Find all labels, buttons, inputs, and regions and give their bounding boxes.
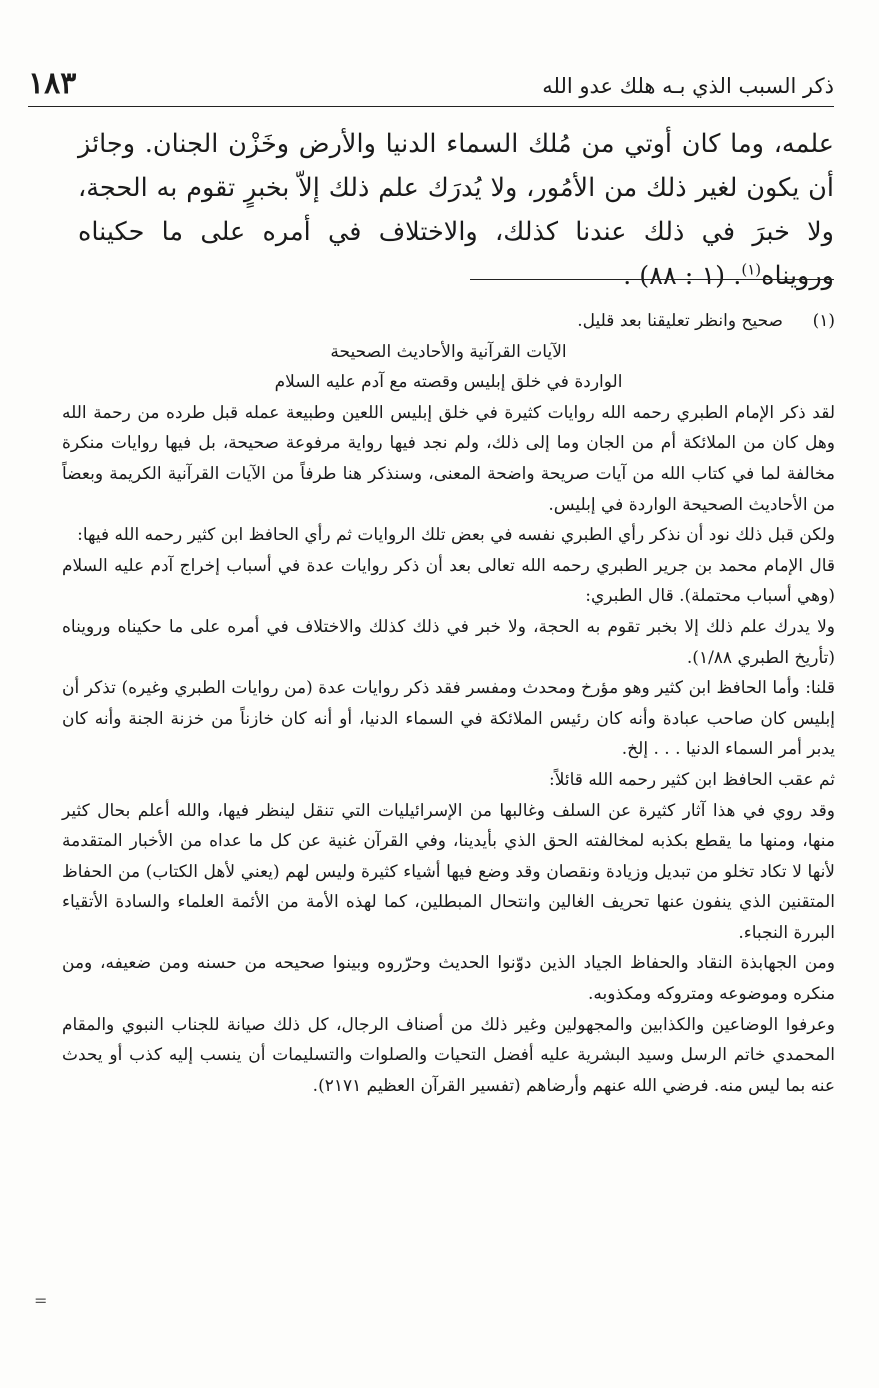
footnote-paragraph: ولا يدرك علم ذلك إلا بخبر تقوم به الحجة، ولا خبر في ذلك كذلك والاختلاف في أمره على ما حكيناه ورويناه (تأريخ الطبري ١/٨٨). [62,616,835,668]
running-title: ذكر السبب الذي بـه هلك عدو الله [542,74,834,98]
footnote-paragraph: لقد ذكر الإمام الطبري رحمه الله روايات كثيرة في خلق إبليس اللعين وطبيعة عمله قبل طرده من رحمة الله وهل كان من الملائكة أم من الجان وما إلى ذلك، ولم نجد فيها رواية مرفوعة صحيحة، بل فيها روايات منكرة مخالفة لما في كتاب الله من آيات صريحة واضحة المعنى، وسنذكر هنا طرفاً من الآيات القرآنية الكريمة وبعضاً من الأحاديث الصحيحة الواردة في إبليس. [62,402,835,515]
footnote-reference: (١) [741,260,762,279]
footnote-paragraph: وعرفوا الوضاعين والكذابين والمجهولين وغير ذلك من أصناف الرجال، كل ذلك صيانة للجناب النبوي والمقام المحمدي خاتم الرسل وسيد البشرية عليه أفضل التحيات والصلوات والتسليمات أن ينسب إليه كذب أو يحدث عنه بما ليس منه. فرضي الله عنهم وأرضاهم (تفسير القرآن العظيم ٢١٧١). [62,1014,835,1096]
footnote-paragraph: قال الإمام محمد بن جرير الطبري رحمه الله تعالى بعد أن ذكر روايات عدة في أسباب إخراج آدم عليه السلام (وهي أسباب محتملة). قال الطبري: [62,555,835,607]
main-text-citation: . (١ : ٨٨) . [623,261,742,291]
footnote-paragraph: ثم عقب الحافظ ابن كثير رحمه الله قائلاً: [549,769,835,790]
page-number: ١٨٣ [28,66,77,101]
footnote-first-text: صحيح وانظر تعليقنا بعد قليل. [577,311,783,331]
footnotes-block [62,306,835,1101]
footnote-paragraph: قلنا: وأما الحافظ ابن كثير وهو مؤرخ ومحدث ومفسر فقد ذكر روايات عدة (من روايات الطبري وغيره) تذكر أن إبليس كان صاحب عبادة وأنه كان رئيس الملائكة في السماء الدنيا، أو أنه كان خازناً من خزنة الجنة وأنه كان يدبر أمر السماء الدنيا . . . إلخ. [62,678,835,760]
section-heading-2: الواردة في خلق إبليس وقصته مع آدم عليه السلام [274,372,623,393]
page-header [28,62,834,107]
footnote-first-line [62,306,835,337]
main-text-body: علمه، وما كان أوتي من مُلك السماء الدنيا والأرض وخَزْن الجنان. وجائز أن يكون لغير ذلك من الأمُور، ولا يُدرَك علم ذلك إلاّ بخبرٍ تقوم به الحجة، ولا خبرَ في ذلك عندنا كذلك، والاختلاف في أمره على ما حكيناه ورويناه [78,129,834,291]
footnote-paragraph: ومن الجهابذة النقاد والحفاظ الجياد الذين دوّنوا الحديث وحرّروه وبينوا صحيحه من حسنه ومن ضعيفه، ومن منكره وموضوعه ومتروكه ومكذوبه. [62,953,835,1005]
footnote-paragraph: ولكن قبل ذلك نود أن نذكر رأي الطبري نفسه في بعض تلك الروايات ثم رأي الحافظ ابن كثير رحمه الله فيها: [77,525,835,546]
footnote-marker: (١) [812,311,835,331]
section-heading-1: الآيات القرآنية والأحاديث الصحيحة [330,341,567,362]
main-text [78,122,834,298]
margin-mark: = [34,1291,48,1310]
footnote-paragraph: وقد روي في هذا آثار كثيرة عن السلف وغالبها من الإسرائيليات التي تنقل لينظر فيها، والله أعلم بحال كثير منها، ومنها ما يقطع بكذبه لمخالفته الحق الذي بأيدينا، وفي القرآن غنية عن كل ما عداه من الأخبار المتقدمة لأنها لا تكاد تخلو من تبديل وزيادة ونقصان وقد وضع فيها أشياء كثيرة وليس لهم (يعني لأهل الكتاب) من الحفاظ المتقنين الذي ينفون عنها تحريف الغالين وانتحال المبطلين، كما لهذه الأمة من الأئمة العلماء والسادة الأتقياء البررة النجباء. [62,800,835,943]
footnote-separator [470,279,834,280]
